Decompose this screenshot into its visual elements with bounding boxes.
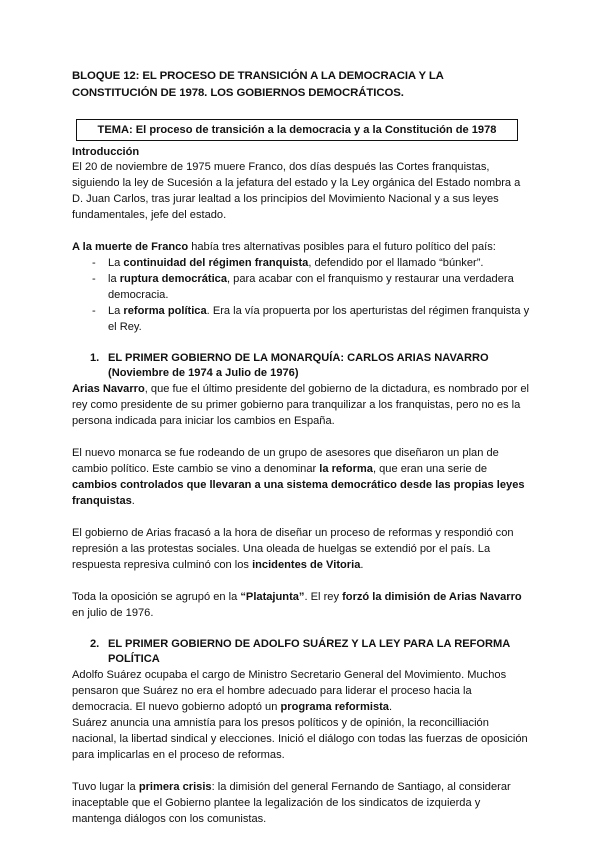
bold-text: Arias Navarro	[72, 383, 145, 395]
list-item-text: La	[108, 305, 124, 317]
alternatives-lead	[72, 239, 530, 255]
document-title	[72, 68, 530, 102]
section-1-number: 1.	[90, 352, 100, 364]
paragraph-text: Toda la oposición se agrupó en la	[72, 591, 241, 603]
paragraph-text: . El rey	[304, 591, 343, 603]
section-1-paragraph-2	[72, 445, 530, 509]
title-line-2: CONSTITUCIÓN DE 1978. LOS GOBIERNOS DEMOCRÁTICOS.	[72, 87, 404, 99]
list-item-text: , defendido por el llamado “búnker”.	[308, 257, 484, 269]
section-2-title-line-2: POLÍTICA	[108, 653, 160, 665]
paragraph-text: Adolfo Suárez ocupaba el cargo de Ministro Secretario General del Movimiento. Muchos pensaron que Suárez no era el hombre adecuado para liderar el proceso hacia la democracia. El nuevo gobierno adoptó un	[72, 669, 507, 713]
intro-paragraph: El 20 de noviembre de 1975 muere Franco, dos días después las Cortes franquistas, siguiendo la ley de Sucesión a la jefatura del estado y la Ley orgánica del Estado nombra a D. Juan Carlos, tras jurar lealtad a los principios del Movimiento Nacional y a sus leyes fundamentales, jefe del estado.	[72, 161, 521, 221]
paragraph-text: El nuevo monarca se fue rodeando de un grupo de asesores que diseñaron un plan de cambio político. Este cambio se vino a denominar	[72, 447, 499, 475]
alternatives-lead-bold: A la muerte de Franco	[72, 241, 189, 253]
paragraph-text: , que eran una serie de	[372, 463, 488, 475]
paragraph-text: .	[131, 495, 135, 507]
paragraph-text: .	[360, 559, 364, 571]
list-dash: -	[92, 257, 96, 269]
bold-text: forzó la dimisión de Arias Navarro	[342, 591, 522, 603]
section-1-title-line-2: (Noviembre de 1974 a Julio de 1976)	[108, 367, 299, 379]
list-dash: -	[92, 273, 96, 285]
bold-text: incidentes de Vitoria	[252, 559, 361, 571]
bold-text: programa reformista	[280, 701, 389, 713]
intro-heading: Introducción	[72, 146, 140, 158]
list-item-text: La	[108, 257, 124, 269]
bold-text: cambios controlados que llevaran a una sistema democrático desde las propias leyes franquistas	[72, 479, 525, 507]
list-item	[72, 303, 530, 335]
section-2-title-line-1: EL PRIMER GOBIERNO DE ADOLFO SUÁREZ Y LA LEY PARA LA REFORMA	[108, 638, 511, 650]
tema-box: TEMA: El proceso de transición a la democracia y a la Constitución de 1978	[76, 119, 518, 141]
list-dash: -	[92, 305, 96, 317]
alternatives-lead-rest: había tres alternativas posibles para el futuro político del país:	[188, 241, 496, 253]
list-item-bold: continuidad del régimen franquista	[123, 257, 309, 269]
section-1-paragraph-3	[72, 525, 530, 573]
list-item	[72, 271, 530, 303]
section-1-heading	[72, 351, 530, 381]
section-1-paragraph-4	[72, 589, 530, 621]
title-line-1: BLOQUE 12: EL PROCESO DE TRANSICIÓN A LA DEMOCRACIA Y LA	[72, 70, 444, 82]
list-item-bold: ruptura democrática	[119, 273, 227, 285]
section-2-heading	[72, 637, 530, 667]
bold-text: la reforma	[319, 463, 373, 475]
section-2-number: 2.	[90, 638, 100, 650]
list-item	[72, 255, 530, 271]
section-2-paragraph-1	[72, 667, 530, 715]
paragraph-text: .	[388, 701, 393, 713]
section-2-paragraph-2: Suárez anuncia una amnistía para los presos políticos y de opinión, la reconcilliación nacional, la libertad sindical y elecciones. Inició el diálogo con todas las fuerzas de oposición para implicarlas en el proceso de reformas.	[72, 717, 528, 761]
list-item-text: . Era la vía propuerta por los aperturistas del régimen franquista y el Rey.	[108, 305, 530, 333]
bold-text: primera crisis	[138, 781, 212, 793]
bold-text: “Platajunta”	[240, 591, 305, 603]
paragraph-text: El gobierno de Arias fracasó a la hora de diseñar un proceso de reformas y respondió con represión a las protestas sociales. Una oleada de huelgas se extendió por el país. La respuesta represiva culminó con los	[72, 527, 514, 571]
list-item-text: , para acabar con el franquismo y restaurar una verdadera democracia.	[108, 273, 514, 301]
list-item-text: la	[108, 273, 120, 285]
paragraph-text: en julio de 1976.	[72, 607, 154, 619]
paragraph-text: , que fue el último presidente del gobierno de la dictadura, es nombrado por el rey como presidente de su primer gobierno para tranquilizar a los franquistas, pero no es la persona indicada para iniciar los cambios en España.	[72, 383, 529, 427]
section-1-title-line-1: EL PRIMER GOBIERNO DE LA MONARQUÍA: CARLOS ARIAS NAVARRO	[108, 352, 489, 364]
section-2-paragraph-3	[72, 779, 530, 827]
document-page	[72, 68, 530, 827]
paragraph-text: : la dimisión del general Fernando de Santiago, al considerar inaceptable que el Gobierno plantee la legalización de los sindicatos de izquierda y mantenga diálogos con los comunistas.	[72, 781, 511, 825]
paragraph-text: Tuvo lugar la	[72, 781, 139, 793]
section-1-paragraph-1	[72, 381, 530, 429]
list-item-bold: reforma política	[123, 305, 207, 317]
alternatives-list	[72, 255, 530, 335]
